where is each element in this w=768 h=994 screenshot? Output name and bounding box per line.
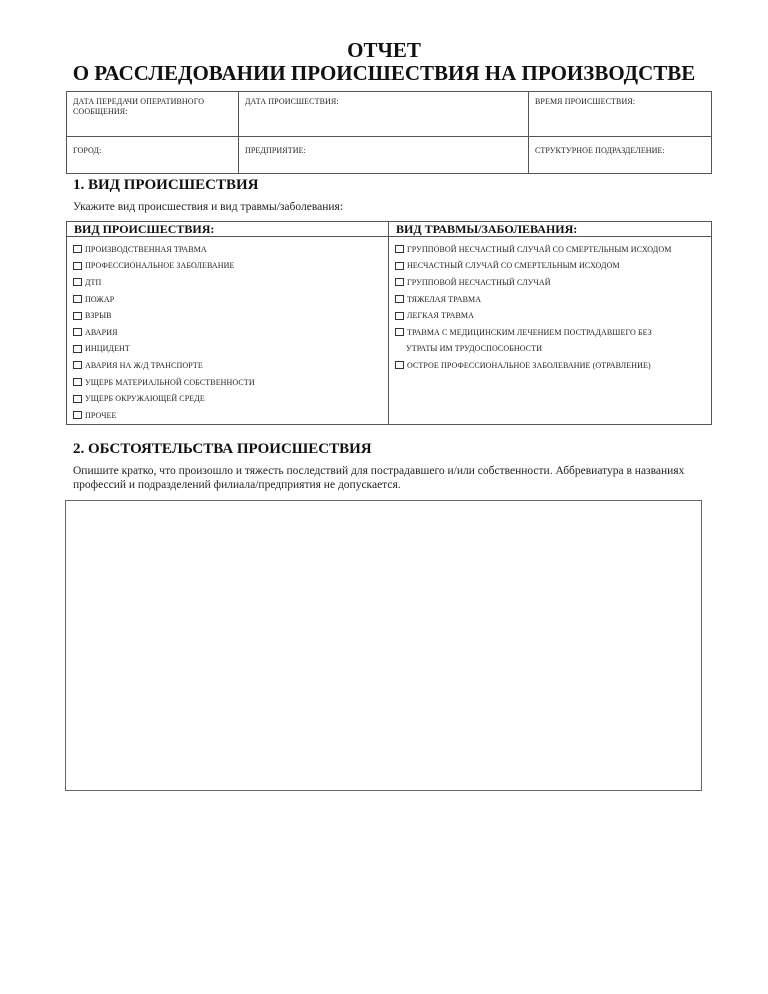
- city-field[interactable]: [67, 137, 239, 174]
- injury-option-continuation: [395, 341, 711, 358]
- incident-time-field[interactable]: [529, 92, 712, 137]
- option-label: ЛЕГКАЯ ТРАВМА: [407, 311, 475, 321]
- incident-option[interactable]: [73, 390, 388, 407]
- injury-option[interactable]: [395, 258, 711, 275]
- incident-option[interactable]: [73, 307, 388, 324]
- incident-option[interactable]: [73, 341, 388, 358]
- checkbox-icon[interactable]: [73, 361, 82, 369]
- injury-option[interactable]: [395, 241, 711, 258]
- incident-date-field[interactable]: [239, 92, 529, 137]
- report-title: ОТЧЕТ: [347, 38, 421, 62]
- info-table: [66, 91, 712, 174]
- incident-option[interactable]: [73, 374, 388, 391]
- section2-instruction: Опишите кратко, что произошло и тяжесть последствий для пострадавшего и/или собственности. Аббревиатура в названиях профессий и подразделений филиала/предприятия не допускается.: [73, 465, 685, 491]
- circumstances-description-box[interactable]: [65, 500, 702, 791]
- injury-types-list: [389, 237, 712, 425]
- option-label: ОСТРОЕ ПРОФЕССИОНАЛЬНОЕ ЗАБОЛЕВАНИЕ (ОТРАВЛЕНИЕ): [407, 360, 651, 370]
- incident-option[interactable]: [73, 407, 388, 424]
- incident-option[interactable]: [73, 324, 388, 341]
- checkbox-icon[interactable]: [73, 328, 82, 336]
- checkbox-icon[interactable]: [73, 312, 82, 320]
- injury-option[interactable]: [395, 291, 711, 308]
- checkbox-icon[interactable]: [73, 411, 82, 419]
- checkbox-icon[interactable]: [395, 328, 404, 336]
- checkbox-icon[interactable]: [73, 345, 82, 353]
- enterprise-field[interactable]: [239, 137, 529, 174]
- checkbox-icon[interactable]: [395, 245, 404, 253]
- incident-option[interactable]: [73, 291, 388, 308]
- injury-option[interactable]: [395, 274, 711, 291]
- injury-option[interactable]: [395, 307, 711, 324]
- incident-date-label: ДАТА ПРОИСШЕСТВИЯ:: [245, 97, 339, 106]
- city-label: ГОРОД:: [73, 146, 102, 155]
- section1-instruction: Укажите вид происшествия и вид травмы/заболевания:: [73, 201, 344, 213]
- option-label: ГРУППОВОЙ НЕСЧАСТНЫЙ СЛУЧАЙ СО СМЕРТЕЛЬНЫМ ИСХОДОМ: [407, 244, 672, 254]
- option-label: ТЯЖЕЛАЯ ТРАВМА: [407, 294, 482, 304]
- option-label: НЕСЧАСТНЫЙ СЛУЧАЙ СО СМЕРТЕЛЬНЫМ ИСХОДОМ: [407, 261, 620, 271]
- section2-heading: 2. ОБСТОЯТЕЛЬСТВА ПРОИСШЕСТВИЯ: [73, 441, 372, 457]
- checkbox-icon[interactable]: [73, 278, 82, 286]
- department-label: СТРУКТУРНОЕ ПОДРАЗДЕЛЕНИЕ:: [535, 146, 665, 155]
- option-label: УЩЕРБ ОКРУЖАЮЩЕЙ СРЕДЕ: [85, 394, 205, 404]
- enterprise-label: ПРЕДПРИЯТИЕ:: [245, 146, 306, 155]
- checkbox-icon[interactable]: [395, 262, 404, 270]
- checkbox-icon[interactable]: [73, 295, 82, 303]
- incident-time-label: ВРЕМЯ ПРОИСШЕСТВИЯ:: [535, 97, 636, 106]
- option-label: ГРУППОВОЙ НЕСЧАСТНЫЙ СЛУЧАЙ: [407, 277, 551, 287]
- checkbox-icon[interactable]: [395, 295, 404, 303]
- checkbox-icon[interactable]: [73, 245, 82, 253]
- checkbox-icon[interactable]: [73, 395, 82, 403]
- option-label: ПРОИЗВОДСТВЕННАЯ ТРАВМА: [85, 244, 207, 254]
- incident-types-list: [67, 237, 389, 425]
- report-date-field[interactable]: [67, 92, 239, 137]
- types-table: [66, 221, 712, 425]
- incident-types-header: ВИД ПРОИСШЕСТВИЯ:: [67, 222, 389, 237]
- option-label: ПОЖАР: [85, 294, 115, 304]
- option-label: АВАРИЯ: [85, 327, 118, 337]
- option-label: ПРОФЕССИОНАЛЬНОЕ ЗАБОЛЕВАНИЕ: [85, 261, 235, 271]
- option-label: УЩЕРБ МАТЕРИАЛЬНОЙ СОБСТВЕННОСТИ: [85, 377, 255, 387]
- option-label: ПРОЧЕЕ: [85, 410, 117, 420]
- checkbox-icon[interactable]: [73, 262, 82, 270]
- option-label: УТРАТЫ ИМ ТРУДОСПОСОБНОСТИ: [406, 344, 543, 354]
- option-label: ДТП: [85, 277, 102, 287]
- injury-types-header: ВИД ТРАВМЫ/ЗАБОЛЕВАНИЯ:: [389, 222, 712, 237]
- checkbox-icon[interactable]: [73, 378, 82, 386]
- option-label: ИНЦИДЕНТ: [85, 344, 130, 354]
- option-label: ВЗРЫВ: [85, 311, 112, 321]
- section1-heading: 1. ВИД ПРОИСШЕСТВИЯ: [73, 177, 259, 193]
- incident-option[interactable]: [73, 241, 388, 258]
- report-date-label: ДАТА ПЕРЕДАЧИ ОПЕРАТИВНОГО СООБЩЕНИЯ:: [73, 97, 205, 116]
- department-field[interactable]: [529, 137, 712, 174]
- incident-option[interactable]: [73, 357, 388, 374]
- incident-option[interactable]: [73, 258, 388, 275]
- checkbox-icon[interactable]: [395, 278, 404, 286]
- injury-option[interactable]: [395, 357, 711, 374]
- checkbox-icon[interactable]: [395, 361, 404, 369]
- report-subtitle: О РАССЛЕДОВАНИИ ПРОИСШЕСТВИЯ НА ПРОИЗВОДСТВЕ: [72, 61, 696, 85]
- injury-option[interactable]: [395, 324, 711, 341]
- checkbox-icon[interactable]: [395, 312, 404, 320]
- incident-option[interactable]: [73, 274, 388, 291]
- option-label: АВАРИЯ НА Ж/Д ТРАНСПОРТЕ: [85, 360, 203, 370]
- option-label: ТРАВМА С МЕДИЦИНСКИМ ЛЕЧЕНИЕМ ПОСТРАДАВШЕГО БЕЗ: [407, 327, 652, 337]
